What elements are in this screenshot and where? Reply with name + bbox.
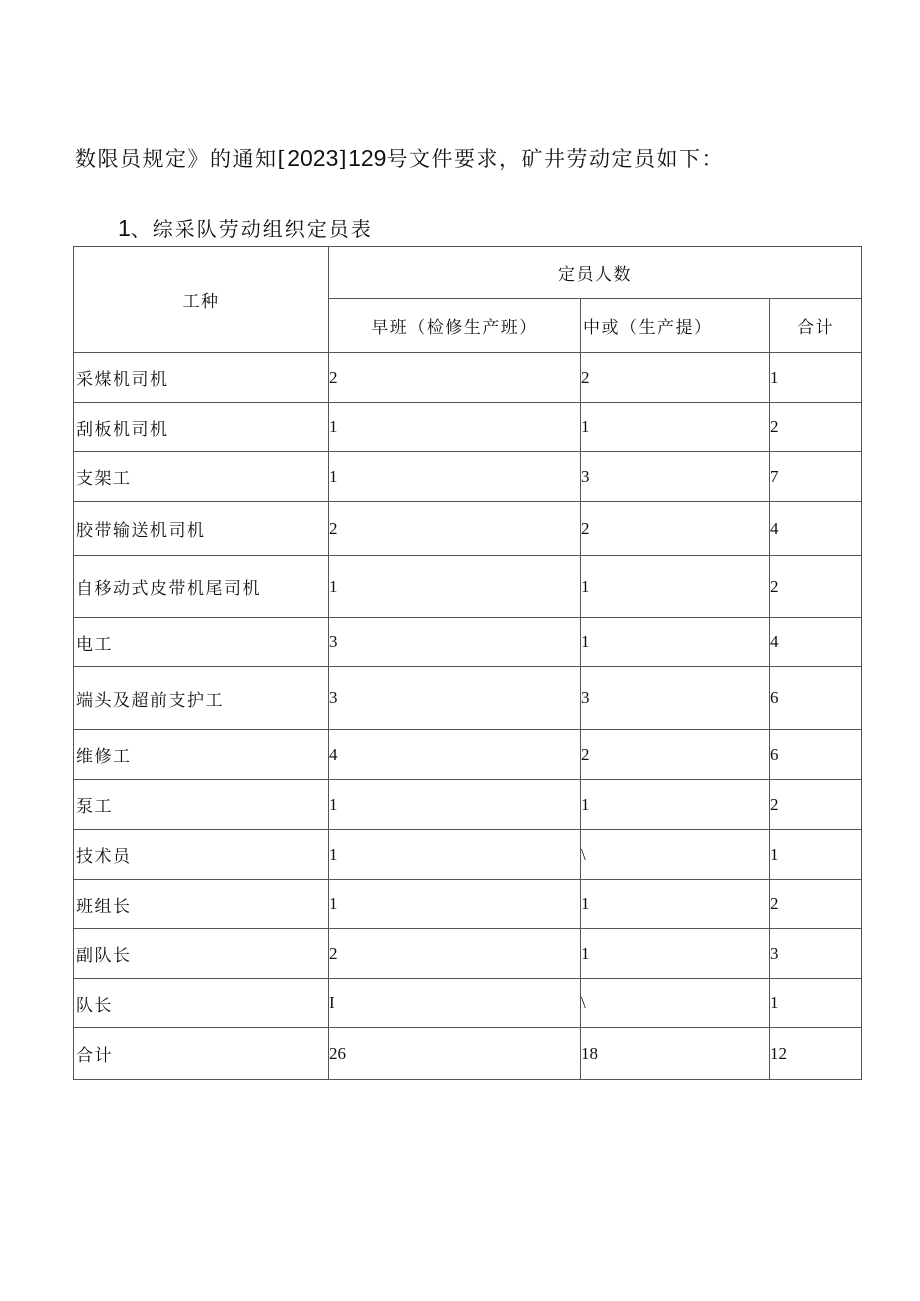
cell-total: 4: [770, 618, 862, 667]
header-staff-count: 定员人数: [329, 247, 862, 299]
cell-total: 7: [770, 452, 862, 502]
cell-morning: 1: [329, 780, 581, 830]
cell-total: 6: [770, 667, 862, 730]
cell-morning: 1: [329, 452, 581, 502]
intro-paragraph: [75, 143, 724, 173]
cell-job-type: 副队长: [74, 929, 329, 979]
cell-job-type: 队长: [74, 979, 329, 1028]
table-row: [74, 780, 862, 830]
header-middle-shift: 中或（生产提）: [581, 299, 770, 353]
cell-morning: I: [329, 979, 581, 1028]
table-row: [74, 730, 862, 780]
cell-total: 2: [770, 403, 862, 452]
cell-morning: 1: [329, 403, 581, 452]
cell-middle: 18: [581, 1028, 770, 1080]
cell-morning: 26: [329, 1028, 581, 1080]
cell-morning: 1: [329, 556, 581, 618]
table-row: [74, 1028, 862, 1080]
cell-middle: 1: [581, 618, 770, 667]
intro-suffix: 号文件要求，矿井劳动定员如下：: [386, 147, 724, 171]
cell-total: 1: [770, 979, 862, 1028]
table-row: [74, 452, 862, 502]
cell-total: 1: [770, 353, 862, 403]
cell-job-type: 泵工: [74, 780, 329, 830]
cell-total: 6: [770, 730, 862, 780]
header-job-type: 工种: [74, 247, 329, 353]
header-morning-shift: 早班（检修生产班）: [329, 299, 581, 353]
staffing-table-body: [74, 247, 862, 1080]
table-row: [74, 667, 862, 730]
table-row: [74, 618, 862, 667]
table-row: [74, 403, 862, 452]
cell-middle: 3: [581, 452, 770, 502]
cell-job-type: 端头及超前支护工: [74, 667, 329, 730]
cell-total: 2: [770, 880, 862, 929]
cell-middle: 2: [581, 730, 770, 780]
cell-middle: 2: [581, 502, 770, 556]
cell-job-type: 维修工: [74, 730, 329, 780]
cell-total: 1: [770, 830, 862, 880]
section-heading: [118, 213, 373, 242]
cell-morning: 3: [329, 618, 581, 667]
table-row: [74, 880, 862, 929]
cell-total: 2: [770, 556, 862, 618]
staffing-table: [73, 246, 862, 1080]
cell-job-type: 班组长: [74, 880, 329, 929]
cell-morning: 1: [329, 880, 581, 929]
cell-job-type: 技术员: [74, 830, 329, 880]
cell-job-type: 支架工: [74, 452, 329, 502]
intro-mid: ]: [338, 147, 349, 171]
cell-morning: 1: [329, 830, 581, 880]
cell-total: 3: [770, 929, 862, 979]
cell-middle: 1: [581, 403, 770, 452]
table-row: [74, 929, 862, 979]
cell-middle: 1: [581, 880, 770, 929]
section-title: 、综采队劳动组织定员表: [130, 217, 373, 241]
header-row-1: [74, 247, 862, 299]
cell-job-type: 合计: [74, 1028, 329, 1080]
cell-job-type: 胶带输送机司机: [74, 502, 329, 556]
cell-morning: 2: [329, 353, 581, 403]
cell-morning: 3: [329, 667, 581, 730]
cell-morning: 2: [329, 929, 581, 979]
cell-middle: 1: [581, 556, 770, 618]
table-row: [74, 353, 862, 403]
cell-morning: 2: [329, 502, 581, 556]
cell-job-type: 采煤机司机: [74, 353, 329, 403]
cell-total: 2: [770, 780, 862, 830]
header-total: 合计: [770, 299, 862, 353]
cell-job-type: 刮板机司机: [74, 403, 329, 452]
cell-total: 4: [770, 502, 862, 556]
cell-job-type: 自移动式皮带机尾司机: [74, 556, 329, 618]
intro-year: 2023: [287, 145, 339, 171]
cell-middle: \: [581, 979, 770, 1028]
table-row: [74, 979, 862, 1028]
table-row: [74, 830, 862, 880]
section-number: 1: [118, 215, 131, 241]
cell-middle: \: [581, 830, 770, 880]
table-row: [74, 556, 862, 618]
cell-middle: 1: [581, 780, 770, 830]
cell-middle: 1: [581, 929, 770, 979]
cell-morning: 4: [329, 730, 581, 780]
cell-middle: 3: [581, 667, 770, 730]
cell-middle: 2: [581, 353, 770, 403]
intro-prefix: 数限员规定》的通知[: [75, 147, 288, 171]
cell-total: 12: [770, 1028, 862, 1080]
intro-docno: 129: [348, 145, 387, 171]
cell-job-type: 电工: [74, 618, 329, 667]
table-row: [74, 502, 862, 556]
